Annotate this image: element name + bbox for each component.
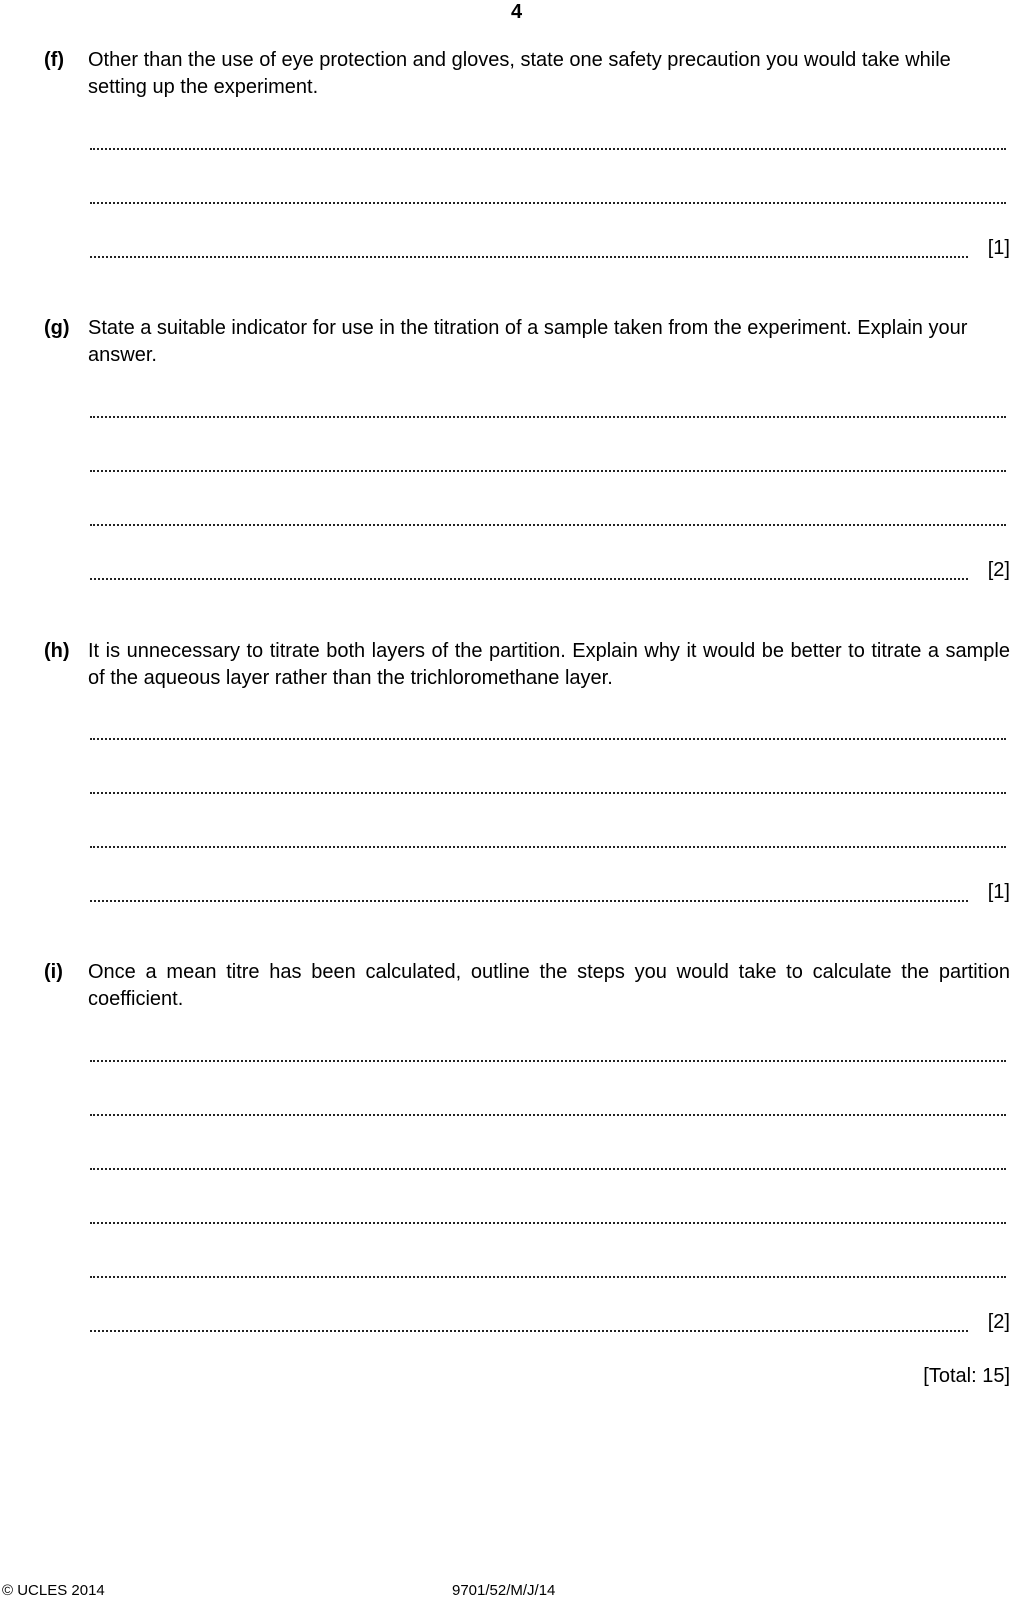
answer-line[interactable] xyxy=(90,1094,1006,1116)
answer-line[interactable] xyxy=(90,504,1006,526)
answer-line[interactable] xyxy=(90,182,1006,204)
marks-allocation: [2] xyxy=(987,559,1010,581)
marks-allocation: [1] xyxy=(987,237,1010,259)
answer-line[interactable] xyxy=(90,1202,1006,1224)
question-label: (f) xyxy=(44,49,64,71)
answer-line[interactable] xyxy=(90,1148,1006,1170)
footer-paper-code: 9701/52/M/J/14 xyxy=(452,1582,556,1599)
question-text: State a suitable indicator for use in the titration of a sample taken from the experiment. Explain your answer. xyxy=(88,317,968,366)
answer-line[interactable] xyxy=(90,718,1006,740)
answer-line[interactable] xyxy=(90,558,968,580)
answer-line[interactable] xyxy=(90,772,1006,794)
answer-line[interactable] xyxy=(90,1310,968,1332)
question-label: (g) xyxy=(44,317,70,339)
page-number: 4 xyxy=(510,1,523,23)
answer-line[interactable] xyxy=(90,128,1006,150)
question-text: It is unnecessary to titrate both layers of the partition. Explain why it would be better to titrate a sample of the aqueous layer rather than the trichloromethane layer. xyxy=(88,640,1010,689)
question-text: Other than the use of eye protection and gloves, state one safety precaution you would take while setting up the experiment. xyxy=(88,49,951,98)
answer-line[interactable] xyxy=(90,880,968,902)
answer-line[interactable] xyxy=(90,826,1006,848)
total-marks: [Total: 15] xyxy=(923,1365,1010,1387)
answer-line[interactable] xyxy=(90,396,1006,418)
marks-allocation: [2] xyxy=(987,1311,1010,1333)
question-label: (i) xyxy=(44,961,63,983)
answer-line[interactable] xyxy=(90,1256,1006,1278)
question-text: Once a mean titre has been calculated, outline the steps you would take to calculate the partition coefficient. xyxy=(88,961,1010,1010)
marks-allocation: [1] xyxy=(987,881,1010,903)
footer-copyright: © UCLES 2014 xyxy=(2,1582,105,1599)
answer-line[interactable] xyxy=(90,450,1006,472)
answer-line[interactable] xyxy=(90,236,968,258)
answer-line[interactable] xyxy=(90,1040,1006,1062)
question-label: (h) xyxy=(44,640,70,662)
